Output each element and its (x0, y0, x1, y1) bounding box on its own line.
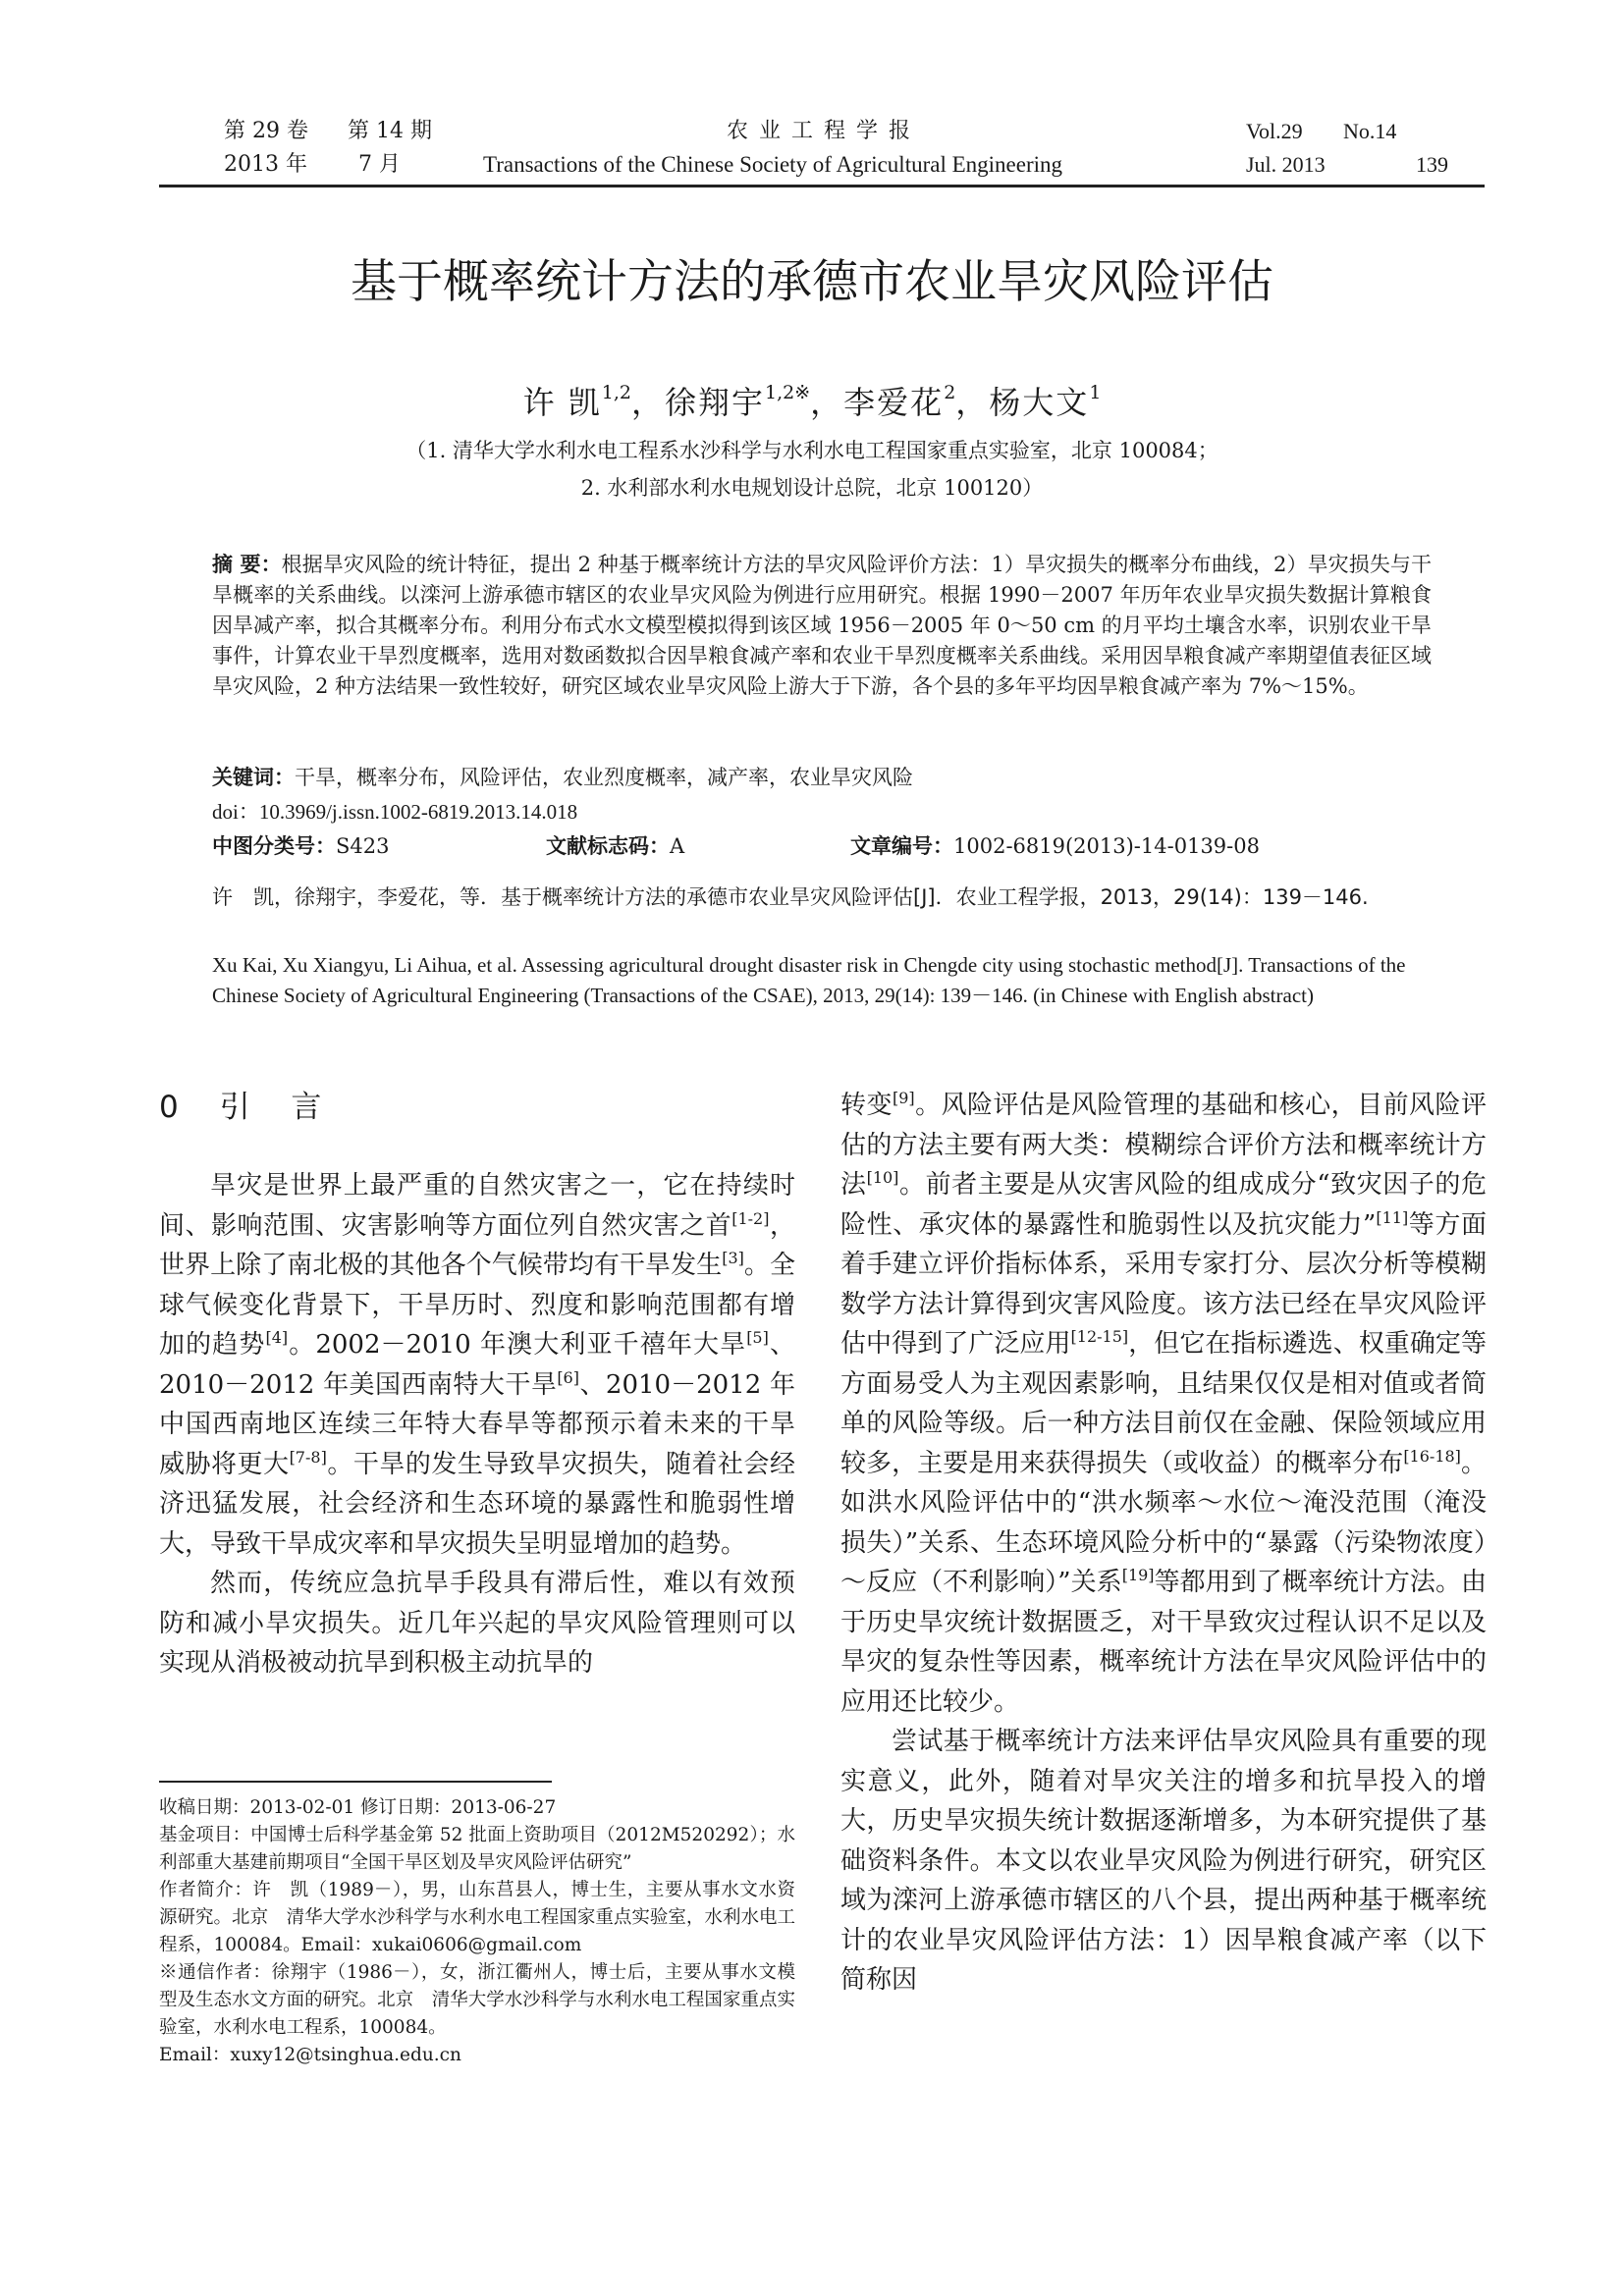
citation-reference: [1-2] (731, 1208, 770, 1228)
intro-paragraph-2: 然而，传统应急抗旱手段具有滞后性，难以有效预防和减小旱灾损失。近几年兴起的旱灾风险管理则可以实现从消极被动抗旱到积极主动抗旱的 (159, 1569, 795, 1678)
doi: doi：10.3969/j.issn.1002-6819.2013.14.018 (212, 800, 578, 824)
header-volume: 第 29 卷 (224, 119, 308, 143)
keywords-label: 关键词： (212, 766, 295, 789)
header-vol-en: Vol.29 (1246, 119, 1303, 143)
header-date-en: Jul. 2013 (1246, 152, 1326, 177)
footnote-rule (159, 1781, 552, 1783)
intro-paragraph-4: 尝试基于概率统计方法来评估旱灾风险具有重要的现实意义，此外，随着对旱灾关注的增多和抗旱投入的增大，历史旱灾损失统计数据逐渐增多，为本研究提供了基础资料条件。本文以农业旱灾风险为例进行研究，研究区域为滦河上游承德市辖区的八个县，提出两种基于概率统计的农业旱灾风险评估方法：1）因旱粮食减产率（以下简称因 (840, 1727, 1487, 1995)
header-journal-en: Transactions of the Chinese Society of Agricultural Engineering (483, 152, 1063, 177)
intro-paragraph-1: 旱灾是世界上最严重的自然灾害之一，它在持续时间、影响范围、灾害影响等方面位列自然灾害之首[1-2]，世界上除了南北极的其他各个气候带均有干旱发生[3]。全球气候变化背景下，干旱历时、烈度和影响范围都有增加的趋势[4]。2002－2010 年澳大利亚千禧年大旱[5]、2010－2012 年美国西南特大干旱[6]、2010－2012 年中国西南地区连续三年特大春旱等都预示着未来的干旱威胁将更大[7-8]。干旱的发生导致旱灾损失，随着社会经济迅猛发展，社会经济和生态环境的暴露性和脆弱性增大，导致干旱成灾率和旱灾损失呈明显增加的趋势。 (159, 1171, 795, 1559)
author-1: 许 凯$^{1,2}$， (522, 382, 665, 421)
header-no-en: No.14 (1343, 119, 1397, 143)
footnote-author-bio: 作者简介：许 凯（1989－），男，山东莒县人，博士生，主要从事水文水资源研究。北京 清华大学水沙科学与水利水电工程国家重点实验室，水利水电工程系，100084。Email：xukai0606@gmail.com (159, 1880, 795, 1955)
header-rule (159, 185, 1485, 187)
keywords-text: 干旱，概率分布，风险评估，农业烈度概率，减产率，农业旱灾风险 (295, 766, 913, 789)
citation-english: Xu Kai, Xu Xiangyu, Li Aihua, et al. Assessing agricultural drought disaster risk in Chengde city using stochastic method[J]. Transactions of the Chinese Society of Agricultural Engineering (Transactions of the CSAE), 2013, 29(14): 139－146. (in Chinese with English abstract) (212, 953, 1406, 1007)
paper-title: 基于概率统计方法的承德市农业旱灾风险评估 (351, 255, 1273, 309)
intro-paragraph-3: 转变[9]。风险评估是风险管理的基础和核心，目前风险评估的方法主要有两大类：模糊综合评价方法和概率统计方法[10]。前者主要是从灾害风险的组成成分“致灾因子的危险性、承灾体的暴露性和脆弱性以及抗灾能力”[11]等方面着手建立评价指标体系，采用专家打分、层次分析等模糊数学方法计算得到灾害风险度。该方法已经在旱灾风险评估中得到了广泛应用[12-15]，但它在指标遴选、权重确定等方面易受人为主观因素影响，且结果仅仅是相对值或者简单的风险等级。后一种方法目前仅在金融、保险领域应用较多，主要是用来获得损失（或收益）的概率分布[16-18]。如洪水风险评估中的“洪水频率～水位～淹没范围（淹没损失）”关系、生态环境风险分析中的“暴露（污染物浓度）～反应（不利影响）”关系[19]等都用到了概率统计方法。由于历史旱灾统计数据匮乏，对干旱致灾过程认识不足以及旱灾的复杂性等因素，概率统计方法在旱灾风险评估中的应用还比较少。 (840, 1089, 1487, 1717)
section-heading: 0 引 言 (159, 1090, 338, 1125)
abstract-label: 摘 要： (212, 553, 282, 576)
affiliation-1: （1. 清华大学水利水电工程系水沙科学与水利水电工程国家重点实验室，北京 100084； (406, 439, 1218, 462)
citation-reference: [19] (1121, 1566, 1155, 1584)
citation-chinese: 许 凯，徐翔宇，李爱花，等．基于概率统计方法的承德市农业旱灾风险评估[J]．农业工程学报，2013，29(14)：139－146. (212, 885, 1369, 909)
citation-reference: [9] (892, 1089, 915, 1107)
right-column (840, 1086, 1487, 2001)
citation-reference: [12-15] (1070, 1327, 1129, 1346)
citation-reference: [3] (722, 1249, 744, 1267)
citation-reference: [10] (866, 1168, 899, 1187)
author-3: 李爱花$^2$， (843, 382, 990, 421)
article-number: 文章编号：1002-6819(2013)-14-0139-08 (850, 834, 1260, 858)
author-4: 杨大文$^1$ (989, 382, 1102, 421)
footnote-fund: 基金项目：中国博士后科学基金第 52 批面上资助项目（2012M520292）；水利部重大基建前期项目“全国干旱区划及旱灾风险评估研究” (159, 1825, 795, 1873)
affiliation-2: 2. 水利部水利水电规划设计总院，北京 100120） (580, 476, 1044, 500)
citation-reference: [11] (1376, 1207, 1409, 1227)
author-2: 徐翔宇$^{1,2※}$， (665, 382, 844, 421)
left-column (159, 1166, 795, 1683)
footnote-corresponding-bio: ※通信作者：徐翔宇（1986－），女，浙江衢州人，博士后，主要从事水文模型及生态水文方面的研究。北京 清华大学水沙科学与水利水电工程国家重点实验室，水利水电工程系，100084。 (159, 1962, 795, 2038)
document-code: 文献标志码：A (546, 834, 685, 858)
clc-number: 中图分类号：S423 (212, 834, 390, 858)
citation-reference: [7-8] (289, 1447, 327, 1467)
footnote-received: 收稿日期：2013-02-01 修订日期：2013-06-27 (159, 1797, 557, 1818)
header-year: 2013 年 (224, 152, 307, 177)
citation-reference: [5] (746, 1328, 769, 1347)
footnote-corresponding-email: Email：xuxy12@tsinghua.edu.cn (159, 2045, 461, 2065)
citation-reference: [4] (265, 1328, 289, 1347)
citation-reference: [16-18] (1403, 1446, 1461, 1466)
abstract-text: 根据旱灾风险的统计特征，提出 2 种基于概率统计方法的旱灾风险评价方法：1）旱灾损失的概率分布曲线，2）旱灾损失与干旱概率的关系曲线。以滦河上游承德市辖区的农业旱灾风险为例进行应用研究。根据 1990－2007 年历年农业旱灾损失数据计算粮食因旱减产率，拟合其概率分布。利用分布式水文模型模拟得到该区域 1956－2005 年 0～50 cm 的月平均土壤含水率，识别农业干旱事件，计算农业干旱烈度概率，选用对数函数拟合因旱粮食减产率和农业干旱烈度概率关系曲线。采用因旱粮食减产率期望值表征区域旱灾风险，2 种方法结果一致性较好，研究区域农业旱灾风险上游大于下游，各个县的多年平均因旱粮食减产率为 7%～15%。 (212, 553, 1433, 698)
page-number: 139 (1416, 152, 1448, 177)
citation-reference: [6] (557, 1367, 579, 1387)
header-issue: 第 14 期 (348, 119, 432, 143)
header-journal-cn: 农 业 工 程 学 报 (727, 119, 912, 143)
keywords (212, 763, 913, 792)
abstract (212, 550, 1432, 702)
footnotes (159, 1794, 795, 2069)
header-month: 7 月 (358, 152, 401, 177)
author-list (0, 371, 1624, 424)
